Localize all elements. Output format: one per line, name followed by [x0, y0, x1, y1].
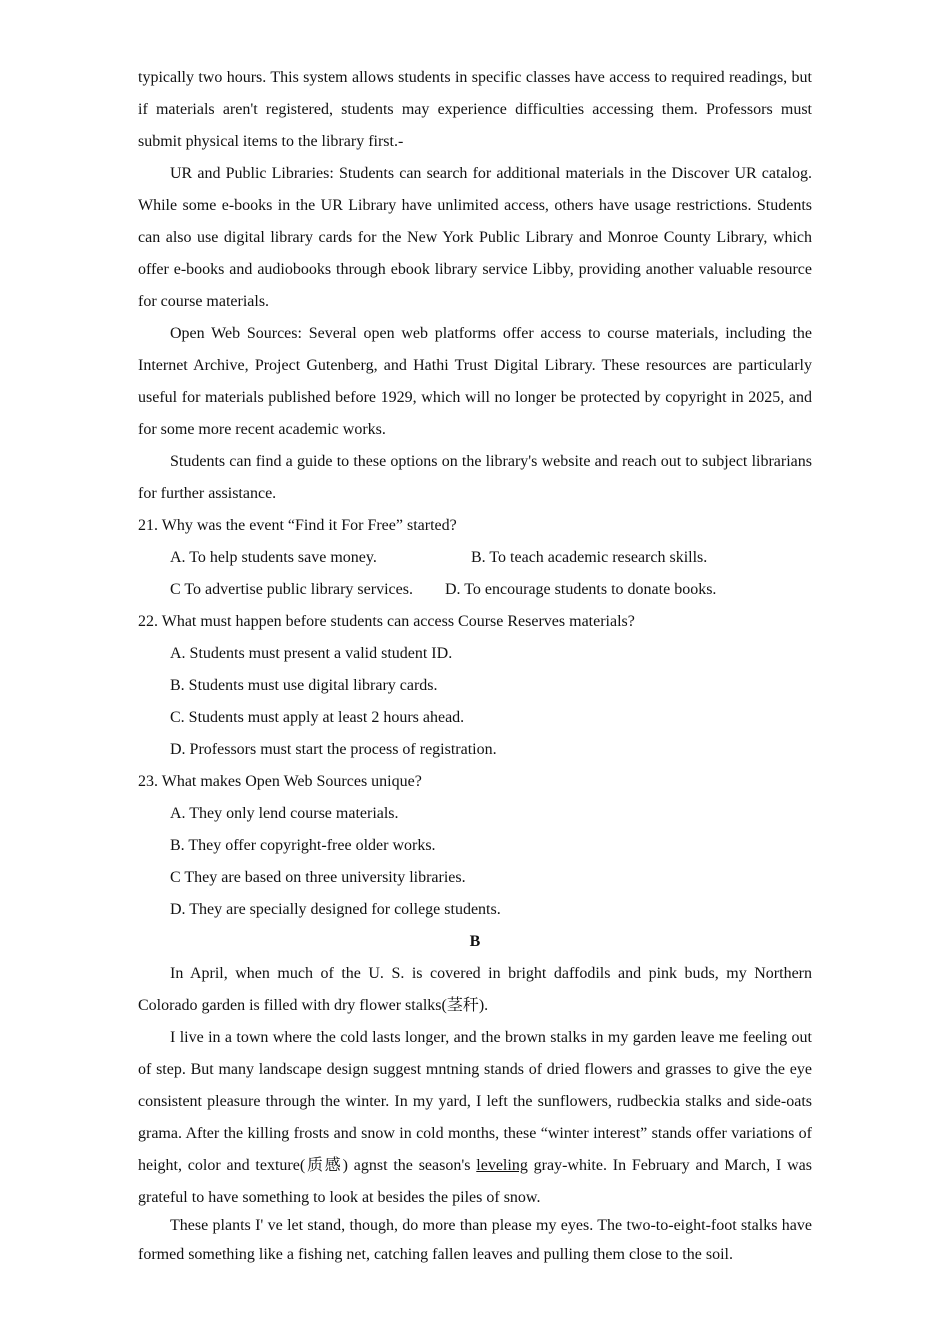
- passage-b-paragraph-3: These plants I' ve let stand, though, do more than please my eyes. The two-to-eight-foot stalks have formed something like a fishing net, catching fallen leaves and pulling them close to the soil.: [138, 1217, 812, 1263]
- question-23-option-b: B. They offer copyright-free older works.: [170, 837, 436, 854]
- question-23-stem: 23. What makes Open Web Sources unique?: [138, 773, 422, 790]
- question-23-option-c: C They are based on three university libraries.: [170, 869, 466, 886]
- passage-b-paragraph-2: [138, 1022, 812, 1214]
- question-21-options-row-1: [138, 542, 812, 574]
- question-22-option-c: C. Students must apply at least 2 hours ahead.: [170, 709, 465, 726]
- question-23-option-d: D. They are specially designed for college students.: [170, 901, 501, 918]
- question-21-option-d: D. To encourage students to donate books.: [445, 581, 717, 598]
- question-21-stem: 21. Why was the event “Find it For Free” started?: [138, 517, 457, 534]
- section-heading-b: B: [469, 933, 481, 950]
- question-21-option-c: C To advertise public library services.: [170, 581, 413, 598]
- document-body: [138, 62, 812, 1269]
- question-21-option-b: B. To teach academic research skills.: [471, 549, 708, 566]
- passage-paragraph-guide: Students can find a guide to these options on the library's website and reach out to subject librarians for further assistance.: [138, 453, 812, 502]
- question-22-option-d: D. Professors must start the process of registration.: [170, 741, 497, 758]
- question-22-stem: 22. What must happen before students can access Course Reserves materials?: [138, 613, 635, 630]
- passage-b-paragraph-2-text-end: gray-white. In February and March, I was grateful to have something to look at besides the piles of snow.: [138, 1157, 812, 1206]
- question-22-option-b: B. Students must use digital library cards.: [170, 677, 438, 694]
- question-21-options-row-2: [138, 574, 812, 606]
- passage-paragraph-1: typically two hours. This system allows students in specific classes have access to required readings, but if materials aren't registered, students may experience difficulties accessing them. Professors must submit physical items to the library first.-: [138, 69, 812, 150]
- question-23-option-a: A. They only lend course materials.: [170, 805, 399, 822]
- passage-paragraph-ur-public-libraries: UR and Public Libraries: Students can search for additional materials in the Discover UR catalog. While some e-books in the UR Library have unlimited access, others have usage restrictions. Students can also use digital library cards for the New York Public Library and Monroe County Library, which offer e-books and audiobooks through ebook library service Libby, providing another valuable resource for course materials.: [138, 165, 812, 310]
- question-22-option-a: A. Students must present a valid student ID.: [170, 645, 453, 662]
- passage-paragraph-open-web-sources: Open Web Sources: Several open web platforms offer access to course materials, including the Internet Archive, Project Gutenberg, and Hathi Trust Digital Library. These resources are particularly useful for materials published before 1929, which will no longer be protected by copyright in 2025, and for some more recent academic works.: [138, 325, 812, 438]
- passage-b-paragraph-2-text: I live in a town where the cold lasts longer, and the brown stalks in my garden leave me feeling out of step. But many landscape design suggest mntning stands of dried flowers and grasses to give the eye consistent pleasure through the winter. In my yard, I left the sunflowers, rudbeckia stalks and side-oats grama. After the killing frosts and snow in cold months, these “winter interest” stands offer variations of height, color and texture(质感) agnst the season's: [138, 1029, 812, 1174]
- underlined-word-leveling: leveling: [476, 1157, 528, 1174]
- question-21-option-a: A. To help students save money.: [170, 549, 377, 566]
- passage-b-paragraph-1: In April, when much of the U. S. is covered in bright daffodils and pink buds, my Northern Colorado garden is filled with dry flower stalks(茎秆).: [138, 965, 812, 1014]
